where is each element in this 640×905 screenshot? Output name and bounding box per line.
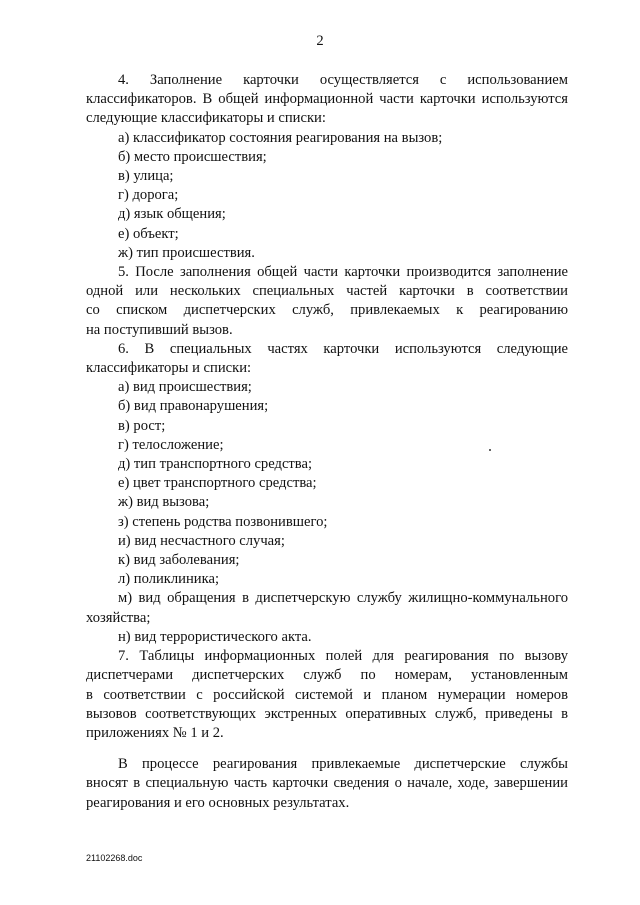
list-item: ж) тип происшествия. bbox=[118, 244, 255, 261]
text-line: 7. Таблицы информационных полей для реагирования по вызову bbox=[118, 648, 568, 665]
text-line: вызовов соответствующих экстренных оперативных служб, приведены в bbox=[86, 705, 568, 722]
list-item: е) цвет транспортного средства; bbox=[118, 475, 317, 492]
text-line: классификаторы и списки: bbox=[86, 360, 252, 377]
list-item: а) классификатор состояния реагирования на вызов; bbox=[118, 129, 443, 146]
list-item: н) вид террористического акта. bbox=[118, 628, 312, 645]
footer-filename: 21102268.doc bbox=[86, 853, 143, 863]
list-item: г) телосложение; bbox=[118, 436, 224, 453]
list-general-classifiers bbox=[86, 129, 568, 263]
text-line: В процессе реагирования привлекаемые диспетчерские службы bbox=[118, 756, 568, 773]
list-item: к) вид заболевания; bbox=[118, 552, 240, 569]
text-line: м) вид обращения в диспетчерскую службу жилищно-коммунального bbox=[118, 590, 568, 607]
text-line: хозяйства; bbox=[86, 609, 151, 626]
list-item-m bbox=[86, 589, 568, 627]
text-line: в соответствии с российской системой и планом нумерации номеров bbox=[86, 686, 568, 703]
text-line: вносят в специальную часть карточки сведения о начале, ходе, завершении bbox=[86, 775, 568, 792]
text-line: одной или нескольких специальных частей карточки в соответствии bbox=[86, 283, 568, 300]
list-item: з) степень родства позвонившего; bbox=[118, 513, 328, 530]
paragraph-5 bbox=[86, 263, 568, 340]
text-line: 6. В специальных частях карточки используются следующие bbox=[118, 340, 568, 357]
paragraph-closing bbox=[86, 755, 568, 813]
list-item: г) дорога; bbox=[118, 187, 179, 204]
text-line: 4. Заполнение карточки осуществляется с использованием bbox=[118, 72, 568, 88]
list-item: б) место происшествия; bbox=[118, 148, 267, 165]
page-number: 2 bbox=[316, 33, 324, 49]
list-item: в) рост; bbox=[118, 417, 166, 434]
list-item: в) улица; bbox=[118, 168, 174, 185]
text-line: со списком диспетчерских служб, привлекаемых к реагированию bbox=[86, 302, 568, 319]
text-line: на поступивший вызов. bbox=[86, 321, 233, 338]
document-body bbox=[86, 71, 568, 813]
paragraph-4 bbox=[86, 71, 568, 129]
list-item: е) объект; bbox=[118, 225, 179, 242]
text-line: диспетчерами диспетчерских служб по номерам, установленным bbox=[86, 667, 568, 684]
list-item: а) вид происшествия; bbox=[118, 379, 252, 396]
text-line: следующие классификаторы и списки: bbox=[86, 110, 326, 127]
paragraph-6 bbox=[86, 340, 568, 378]
list-special-classifiers bbox=[86, 378, 568, 589]
list-item: ж) вид вызова; bbox=[118, 494, 210, 511]
list-item: д) тип транспортного средства; bbox=[118, 456, 313, 473]
text-line: реагирования и его основных результатах. bbox=[86, 794, 350, 811]
paragraph-7 bbox=[86, 647, 568, 743]
list-item: д) язык общения; bbox=[118, 206, 226, 223]
list-item: л) поликлиника; bbox=[118, 571, 220, 588]
scan-speck bbox=[489, 449, 491, 451]
text-line: классификаторов. В общей информационной части карточки используются bbox=[86, 91, 568, 108]
text-line: приложениях № 1 и 2. bbox=[86, 724, 224, 741]
list-item-n bbox=[86, 628, 568, 647]
list-item: б) вид правонарушения; bbox=[118, 398, 269, 415]
text-line: 5. После заполнения общей части карточки производится заполнение bbox=[118, 264, 568, 281]
list-item: и) вид несчастного случая; bbox=[118, 532, 285, 549]
